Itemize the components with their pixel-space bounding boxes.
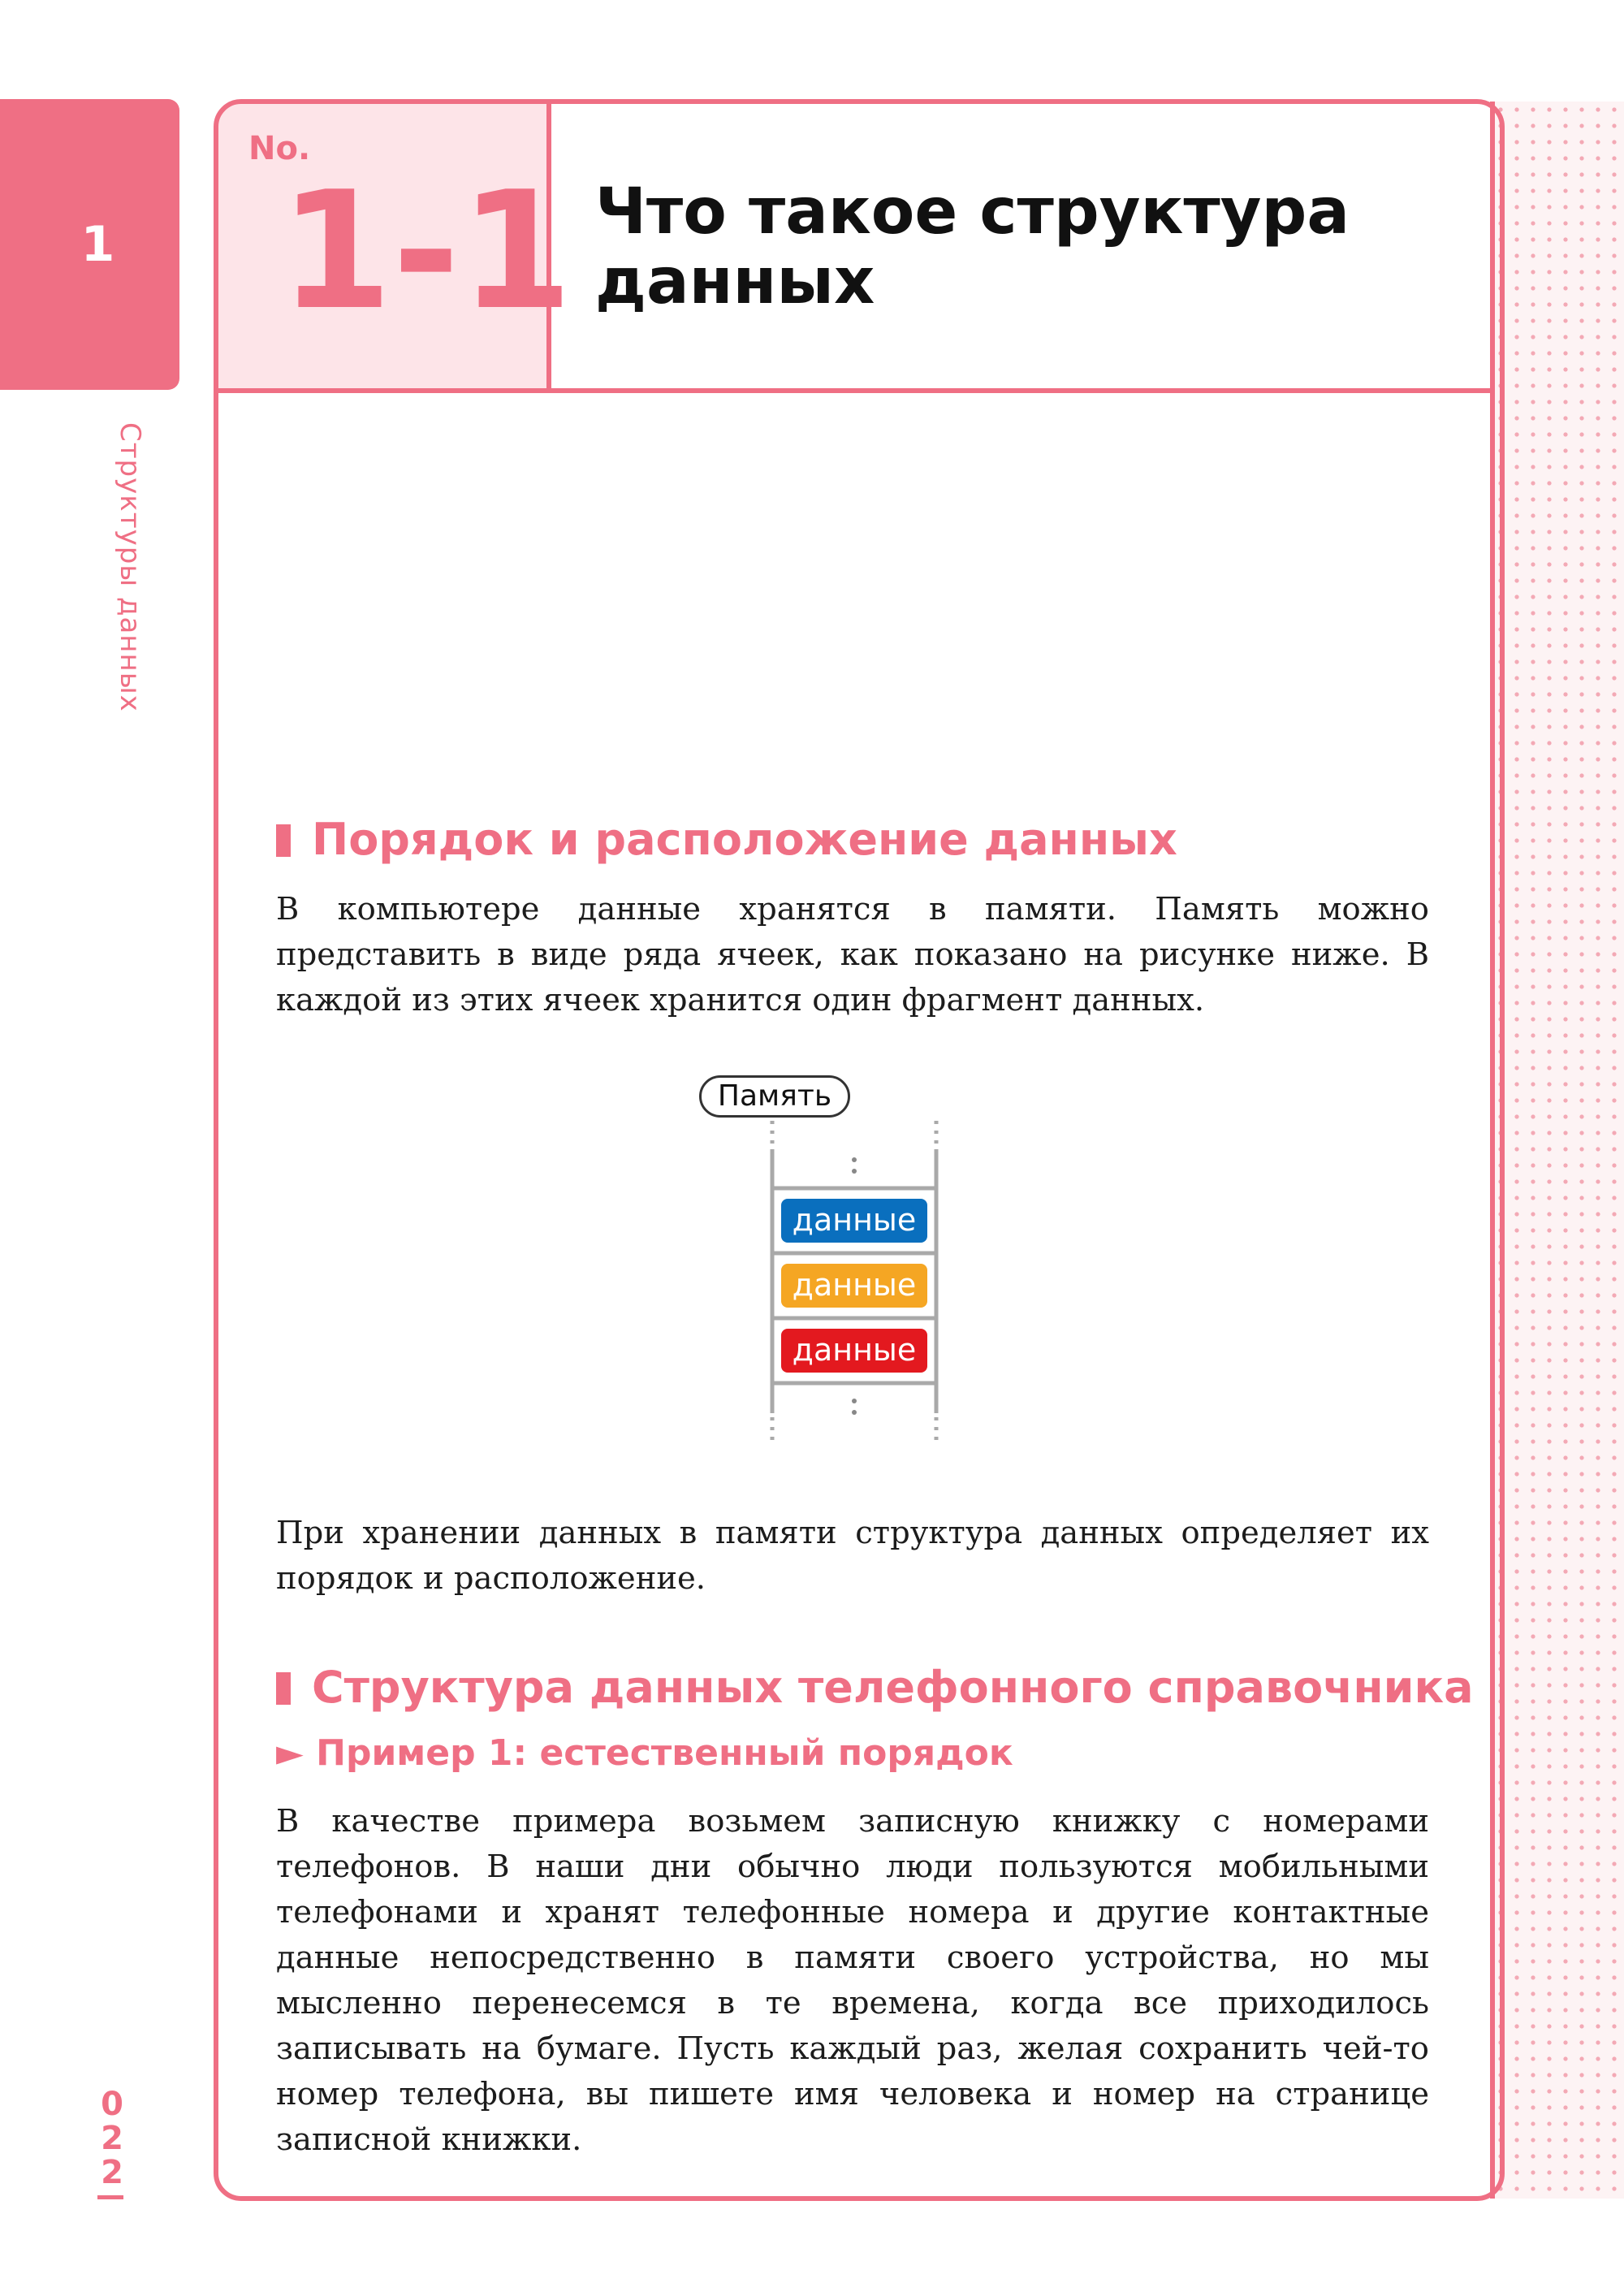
section-heading-text: Порядок и расположение данных bbox=[312, 814, 1177, 865]
heading-marker bbox=[276, 1672, 291, 1705]
memory-label: Память bbox=[699, 1075, 850, 1118]
page-number-digit: 2 bbox=[101, 2154, 123, 2191]
page-title: Что такое структура данных bbox=[595, 175, 1350, 318]
paragraph: В качестве примера возьмем записную книжку с номерами телефонов. В наши дни обычно люди пользуются мобильными телефонами и хранят телефонные номера и другие контактные данные непосредственно в памяти своего устройства, но мы мысленно перенесемся в те времена, когда все приходилось записывать на бумаге. Пусть каждый раз, желая сохранить чей-то номер телефона, вы пишете имя человека и номер на странице записной книжки. bbox=[276, 1803, 1429, 2158]
memory-cell: данные bbox=[781, 1329, 927, 1373]
no-label: No. bbox=[248, 130, 311, 167]
paragraph: При хранении данных в памяти структура данных определяет их порядок и расположение. bbox=[276, 1515, 1429, 1597]
page-number-digit: 2 bbox=[101, 2120, 123, 2157]
section-heading-text: Структура данных телефонного справочника bbox=[312, 1662, 1474, 1713]
chapter-side-title: Структуры данных bbox=[114, 422, 146, 712]
section-number: 1-1 bbox=[279, 157, 573, 346]
chapter-number: 1 bbox=[80, 216, 115, 273]
memory-cell: данные bbox=[781, 1199, 927, 1243]
memory-cell: данные bbox=[781, 1264, 927, 1308]
page-number-digit: 0 bbox=[101, 2086, 123, 2123]
paragraph: В компьютере данные хранятся в памяти. Память можно представить в виде ряда ячеек, как показано на рисунке ниже. В каждой из этих ячеек хранится один фрагмент данных. bbox=[276, 891, 1429, 1018]
section-heading bbox=[276, 1663, 1474, 1712]
sub-heading: ► Пример 1: естественный порядок bbox=[276, 1732, 1013, 1774]
